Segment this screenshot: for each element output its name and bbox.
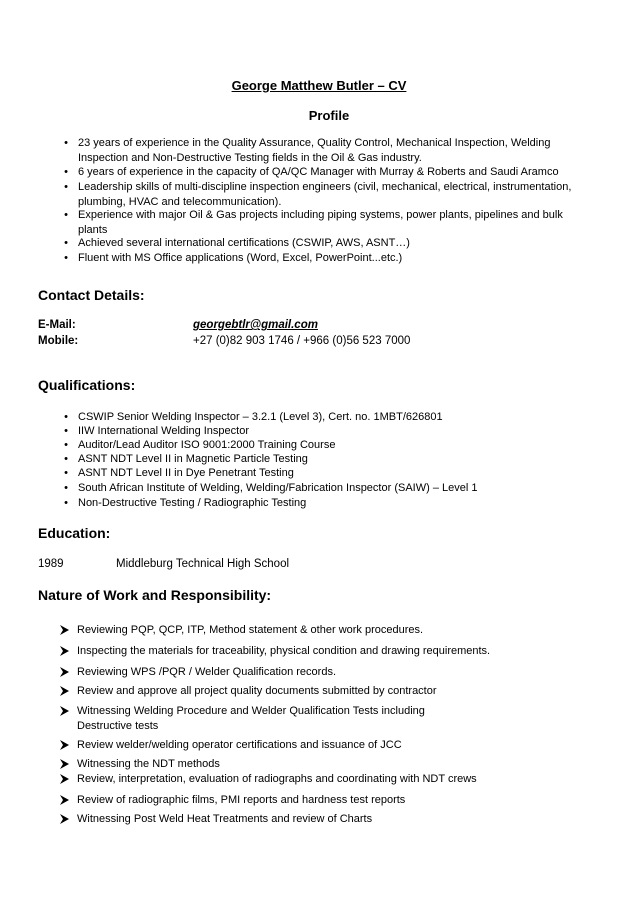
email-link[interactable]: georgebtlr@gmail.com bbox=[193, 319, 318, 331]
education-school: Middleburg Technical High School bbox=[116, 558, 290, 570]
responsibility-text: Review, interpretation, evaluation of radiographs and coordinating with NDT crews bbox=[77, 773, 477, 785]
profile-item-text: 23 years of experience in the Quality Assurance, Quality Control, Mechanical Inspection, Welding bbox=[78, 137, 551, 149]
bullet-icon: • bbox=[64, 453, 68, 465]
mobile-value: +27 (0)82 903 1746 / +966 (0)56 523 7000 bbox=[193, 335, 411, 347]
responsibility-text: Inspecting the materials for traceability, physical condition and drawing requirements. bbox=[77, 645, 491, 657]
email-label: E-Mail: bbox=[38, 319, 76, 331]
nature-of-work-heading: Nature of Work and Responsibility: bbox=[38, 587, 272, 603]
bullet-icon: • bbox=[64, 482, 68, 494]
bullet-icon: • bbox=[64, 237, 68, 249]
responsibility-text: Witnessing Post Weld Heat Treatments and review of Charts bbox=[77, 813, 373, 825]
arrow-bullet-icon bbox=[58, 644, 72, 658]
arrow-bullet-icon bbox=[58, 684, 72, 698]
profile-heading: Profile bbox=[308, 108, 350, 123]
document-title: George Matthew Butler – CV bbox=[231, 78, 407, 93]
arrow-bullet-icon bbox=[58, 738, 72, 752]
responsibility-text-continued: Destructive tests bbox=[77, 720, 159, 732]
profile-item-text: Achieved several international certifications (CSWIP, AWS, ASNT…) bbox=[78, 237, 410, 249]
responsibility-text: Review and approve all project quality documents submitted by contractor bbox=[77, 685, 437, 697]
qualification-text: IIW International Welding Inspector bbox=[78, 425, 249, 437]
mobile-label: Mobile: bbox=[38, 335, 79, 347]
bullet-icon: • bbox=[64, 497, 68, 509]
bullet-icon: • bbox=[64, 209, 68, 221]
responsibility-text: Reviewing WPS /PQR / Welder Qualification records. bbox=[77, 666, 336, 678]
bullet-icon: • bbox=[64, 137, 68, 149]
education-heading: Education: bbox=[38, 525, 111, 541]
arrow-bullet-icon bbox=[58, 665, 72, 679]
arrow-bullet-icon bbox=[58, 772, 72, 786]
bullet-icon: • bbox=[64, 166, 68, 178]
profile-item-text: Fluent with MS Office applications (Word, Excel, PowerPoint...etc.) bbox=[78, 252, 403, 264]
profile-item-text: 6 years of experience in the capacity of QA/QC Manager with Murray & Roberts and Saudi Aramco bbox=[78, 166, 559, 178]
arrow-bullet-icon bbox=[58, 623, 72, 637]
bullet-icon: • bbox=[64, 467, 68, 479]
qualification-text: ASNT NDT Level II in Magnetic Particle Testing bbox=[78, 453, 308, 465]
education-year: 1989 bbox=[38, 558, 64, 570]
qualification-text: Auditor/Lead Auditor ISO 9001:2000 Training Course bbox=[78, 439, 336, 451]
arrow-bullet-icon bbox=[58, 812, 72, 826]
responsibility-text: Witnessing the NDT methods bbox=[77, 758, 220, 770]
responsibility-text: Review of radiographic films, PMI reports and hardness test reports bbox=[77, 794, 406, 806]
bullet-icon: • bbox=[64, 181, 68, 193]
profile-item-text: Leadership skills of multi-discipline inspection engineers (civil, mechanical, electrical, instrumentation, bbox=[78, 181, 572, 193]
profile-item-text-continued: Inspection and Non-Destructive Testing fields in the Oil & Gas industry. bbox=[78, 152, 422, 164]
bullet-icon: • bbox=[64, 252, 68, 264]
qualification-text: ASNT NDT Level II in Dye Penetrant Testing bbox=[78, 467, 294, 479]
qualification-text: South African Institute of Welding, Welding/Fabrication Inspector (SAIW) – Level 1 bbox=[78, 482, 478, 494]
bullet-icon: • bbox=[64, 439, 68, 451]
contact-heading: Contact Details: bbox=[38, 287, 145, 303]
qualification-text: Non-Destructive Testing / Radiographic Testing bbox=[78, 497, 307, 509]
arrow-bullet-icon bbox=[58, 757, 72, 771]
arrow-bullet-icon bbox=[58, 704, 72, 718]
arrow-bullet-icon bbox=[58, 793, 72, 807]
bullet-icon: • bbox=[64, 411, 68, 423]
qualification-text: CSWIP Senior Welding Inspector – 3.2.1 (Level 3), Cert. no. 1MBT/626801 bbox=[78, 411, 443, 423]
responsibility-text: Review welder/welding operator certifications and issuance of JCC bbox=[77, 739, 402, 751]
profile-item-text-continued: plants bbox=[78, 224, 108, 236]
profile-item-text: Experience with major Oil & Gas projects including piping systems, power plants, pipelines and bulk bbox=[78, 209, 563, 221]
responsibility-text: Reviewing PQP, QCP, ITP, Method statement & other work procedures. bbox=[77, 624, 424, 636]
bullet-icon: • bbox=[64, 425, 68, 437]
qualifications-heading: Qualifications: bbox=[38, 377, 136, 393]
profile-item-text-continued: plumbing, HVAC and telecommunication). bbox=[78, 196, 282, 208]
responsibility-text: Witnessing Welding Procedure and Welder Qualification Tests including bbox=[77, 705, 425, 717]
